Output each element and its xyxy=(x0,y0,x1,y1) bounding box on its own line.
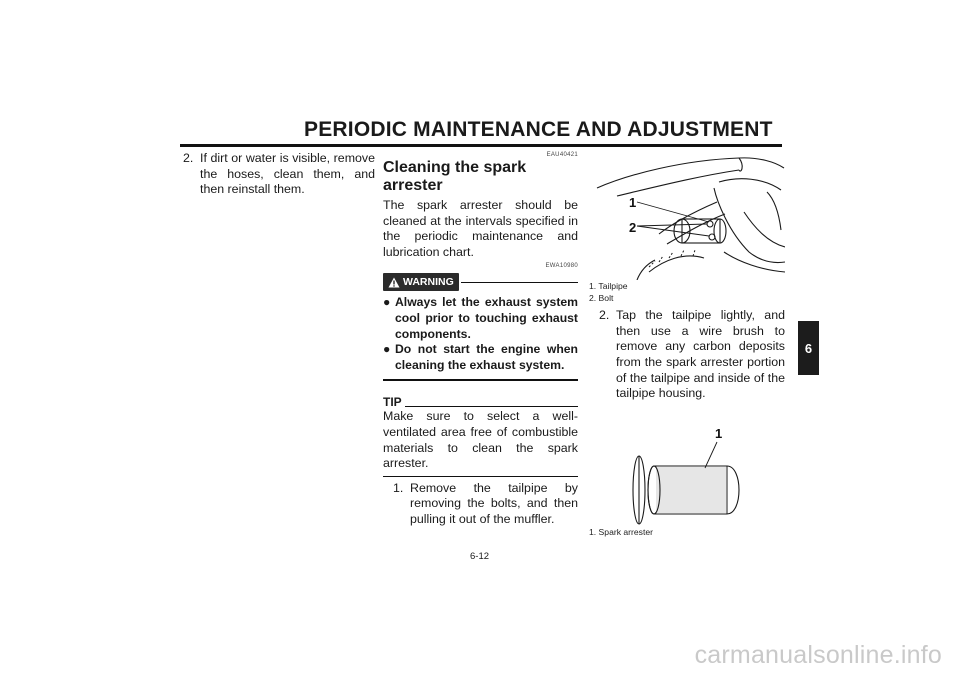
figure-caption: 1. Tailpipe xyxy=(589,281,628,291)
section-intro: The spark arrester should be cleaned at the intervals specified in the periodic maintenance and lubrication chart. xyxy=(383,198,578,259)
step-number: 2. xyxy=(599,308,610,323)
warning-code: EWA10980 xyxy=(545,263,578,270)
warning-item xyxy=(383,342,578,373)
tip-end-rule xyxy=(383,476,578,477)
step-item xyxy=(589,308,785,402)
section-heading: Cleaning the spark arrester xyxy=(383,159,527,194)
page-number: 6-12 xyxy=(470,551,490,562)
step-number: 2. xyxy=(183,151,194,165)
callout-label: 1 xyxy=(629,195,637,210)
right-column xyxy=(589,152,785,538)
step-text: If dirt or water is visible, remove the hoses, clean them, and then reinstall them. xyxy=(200,151,375,197)
warning-item-text: Do not start the engine when cleaning the exhaust system. xyxy=(395,342,578,372)
tip-header xyxy=(383,395,578,409)
spark-arrester-figure xyxy=(589,402,785,527)
tip-line xyxy=(405,406,578,407)
figure-caption: 2. Bolt xyxy=(589,292,614,303)
step-text: Remove the tailpipe by removing the bolts, and then pulling it out of the muffler. xyxy=(410,480,578,526)
chapter-tab: 6 xyxy=(798,321,819,375)
warning-triangle-icon xyxy=(388,277,400,288)
section-code: EAU40421 xyxy=(546,152,578,158)
warning-item-text: Always let the exhaust system cool prior to touching exhaust components. xyxy=(395,295,578,341)
callout-label: 1 xyxy=(715,425,723,441)
warning-header xyxy=(383,273,578,291)
header-rule xyxy=(180,144,782,147)
middle-column xyxy=(383,152,578,528)
callout-label: 2 xyxy=(629,220,637,235)
bullet-icon: ● xyxy=(383,295,391,310)
warning-badge xyxy=(383,273,459,291)
figure-caption: 1. Spark arrester xyxy=(589,526,653,537)
step-item xyxy=(183,151,375,198)
tailpipe-figure xyxy=(589,152,785,280)
left-column xyxy=(183,151,375,198)
warning-item xyxy=(383,295,578,342)
step-number: 1. xyxy=(393,480,404,495)
tip-label: TIP xyxy=(383,395,402,410)
watermark: carmanualsonline.info xyxy=(694,641,942,669)
step-text: Tap the tailpipe lightly, and then use a wire brush to remove any carbon deposits from the spark arrester portion of the tailpipe and inside of the tailpipe housing. xyxy=(616,308,785,401)
warning-label: WARNING xyxy=(403,276,454,289)
bullet-icon: ● xyxy=(383,342,391,357)
page-title: PERIODIC MAINTENANCE AND ADJUSTMENT xyxy=(304,118,773,141)
step-item xyxy=(383,481,578,528)
tip-text: Make sure to select a well-ventilated area free of combustible materials to clean the spark arrester. xyxy=(383,409,578,471)
warning-line xyxy=(461,282,578,283)
warning-end-rule xyxy=(383,379,578,381)
